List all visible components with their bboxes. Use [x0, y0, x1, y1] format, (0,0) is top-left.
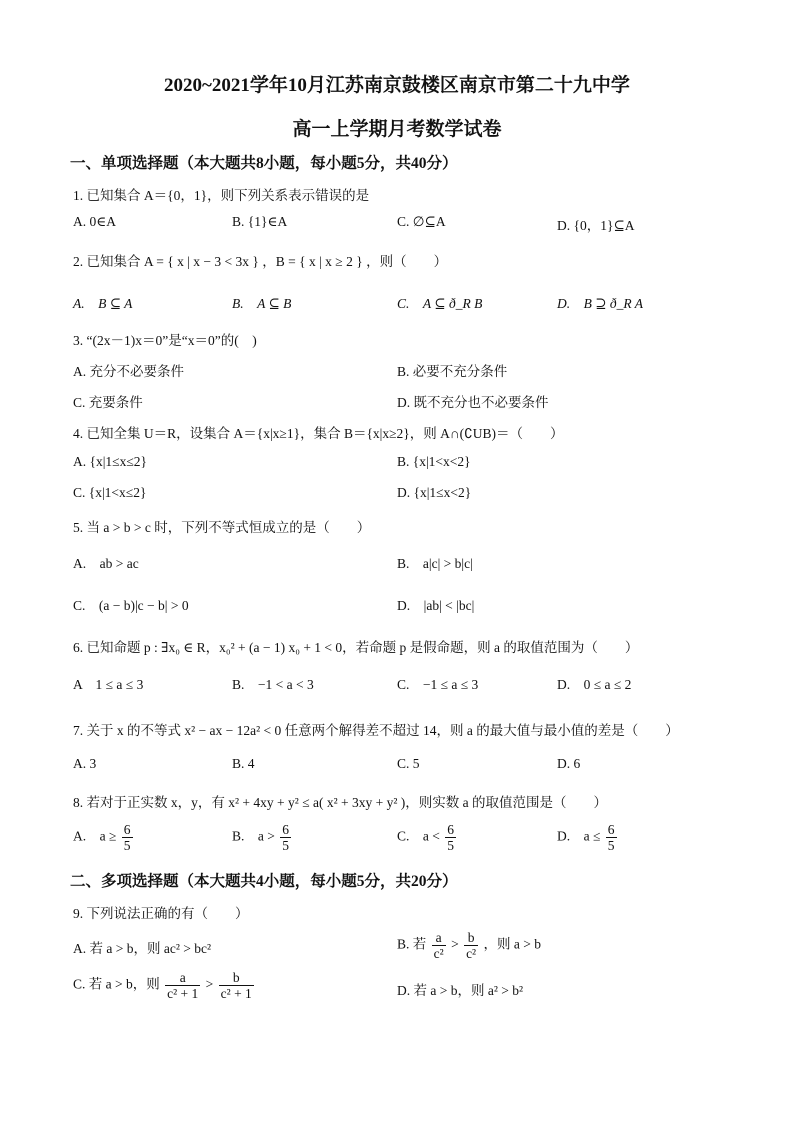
question-3-option-c: C. 充要条件	[73, 395, 143, 410]
question-8-option-c	[397, 822, 458, 853]
question-8-option-b	[232, 822, 293, 853]
page-title-line2: 高一上学期月考数学试卷	[292, 119, 502, 140]
fraction-b: $\frac{b}{\text{c² + 1}}$	[220, 970, 252, 1001]
question-8-option-a	[73, 822, 135, 853]
question-6-stem: 6. 已知命题 p : ∃x₀ ∈ R，x₀² + (a − 1) x₀ + 1 < 0，若命题 p 是假命题，则 a 的取值范围为（ ）	[73, 640, 639, 655]
question-8-option-d	[557, 822, 619, 853]
question-1-stem: 1. 已知集合 A＝{0，1}，则下列关系表示错误的是	[73, 188, 370, 203]
question-7-option-c: C. 5	[397, 756, 420, 771]
question-9-option-c: C. 若 a > b，则 $\frac{a}{\text{c² + 1}}$ > $\frac{b}{\text{c² + 1}}$	[73, 970, 252, 1001]
question-4-option-a: A. {x|1≤x≤2}	[73, 454, 147, 469]
question-5-option-a: A. ab > ac	[73, 556, 139, 571]
question-3-option-b: B. 必要不充分条件	[397, 364, 508, 379]
question-6-option-c: C. −1 ≤ a ≤ 3	[397, 677, 479, 692]
question-1-option-d: D. {0，1}⊆A	[557, 218, 635, 233]
question-4-option-b: B. {x|1<x<2}	[397, 454, 471, 469]
option-b-prefix: B. a >	[232, 828, 275, 844]
question-9-option-b: B. 若 $\frac{a}{\text{c²}}$ > $\frac{b}{\text{c²}}$ ，则 a > b	[397, 930, 541, 961]
fraction: $\frac{6}{5}$	[123, 822, 131, 853]
option-a-prefix: A. a ≥	[73, 828, 117, 844]
question-6-option-a: A 1 ≤ a ≤ 3	[73, 677, 144, 692]
question-2-option-a: A. B ⊆ A	[73, 296, 133, 311]
fraction-a: $\frac{a}{\text{c²}}$	[433, 930, 444, 961]
question-9-option-a: A. 若 a > b，则 ac² > bc²	[73, 941, 212, 956]
question-6-option-d: D. 0 ≤ a ≤ 2	[557, 677, 632, 692]
question-9-option-d: D. 若 a > b，则 a² > b²	[397, 983, 524, 998]
option-c-prefix: C. a <	[397, 828, 440, 844]
question-9-stem: 9. 下列说法正确的有（ ）	[73, 906, 249, 921]
fraction-b: $\frac{b}{\text{c²}}$	[466, 930, 477, 961]
question-4-stem: 4. 已知全集 U＝R，设集合 A＝{x|x≥1}，集合 B＝{x|x≥2}，则 A∩(∁UB)＝（ ）	[73, 426, 564, 441]
question-7-option-a: A. 3	[73, 756, 97, 771]
question-4-option-d: D. {x|1≤x<2}	[397, 485, 472, 500]
option-b-prefix: B. 若	[397, 936, 427, 952]
question-6-option-b: B. −1 < a < 3	[232, 677, 314, 692]
question-5-option-b: B. a|c| > b|c|	[397, 556, 473, 571]
fraction: $\frac{6}{5}$	[607, 822, 615, 853]
question-1-option-b: B. {1}∈A	[232, 214, 288, 229]
question-2-stem: 2. 已知集合 A = { x | x − 3 < 3x } ，B = { x | x ≥ 2 } ，则（ ）	[73, 254, 448, 269]
question-7-option-d: D. 6	[557, 756, 581, 771]
page-title-line1: 2020~2021学年10月江苏南京鼓楼区南京市第二十九中学	[164, 75, 630, 96]
question-2-option-b: B. A ⊆ B	[232, 296, 292, 311]
option-d-prefix: D. a ≤	[557, 828, 601, 844]
question-2-option-d: D. B ⊇ ð_R A	[557, 296, 644, 311]
question-2-option-c: C. A ⊆ ð_R B	[397, 296, 483, 311]
option-c-prefix: C. 若 a > b，则	[73, 976, 160, 992]
question-5-option-c: C. (a − b)|c − b| > 0	[73, 598, 189, 613]
option-b-suffix: ，则 a > b	[483, 936, 541, 952]
question-8-stem: 8. 若对于正实数 x，y，有 x² + 4xy + y² ≤ a( x² + 3xy + y² )，则实数 a 的取值范围是（ ）	[73, 795, 608, 810]
question-1-option-c: C. ∅⊆A	[397, 214, 446, 229]
question-5-stem: 5. 当 a > b > c 时，下列不等式恒成立的是（ ）	[73, 520, 371, 535]
question-3-stem: 3. “(2x－1)x＝0”是“x＝0”的( )	[73, 333, 257, 348]
question-1-option-a: A. 0∈A	[73, 214, 116, 229]
section-heading-multiple-choice: 二、多项选择题（本大题共4小题，每小题5分，共20分）	[70, 873, 458, 890]
fraction: $\frac{6}{5}$	[447, 822, 454, 853]
question-4-option-c: C. {x|1<x≤2}	[73, 485, 147, 500]
fraction-a: $\frac{a}{\text{c² + 1}}$	[167, 970, 199, 1001]
question-5-option-d: D. |ab| < |bc|	[397, 598, 475, 613]
question-3-option-d: D. 既不充分也不必要条件	[397, 395, 549, 410]
question-7-option-b: B. 4	[232, 756, 255, 771]
fraction: $\frac{6}{5}$	[282, 822, 289, 853]
question-3-option-a: A. 充分不必要条件	[73, 364, 184, 379]
section-heading-single-choice: 一、单项选择题（本大题共8小题，每小题5分，共40分）	[70, 155, 458, 172]
question-7-stem: 7. 关于 x 的不等式 x² − ax − 12a² < 0 任意两个解得差不超过 14，则 a 的最大值与最小值的差是（ ）	[73, 723, 679, 738]
